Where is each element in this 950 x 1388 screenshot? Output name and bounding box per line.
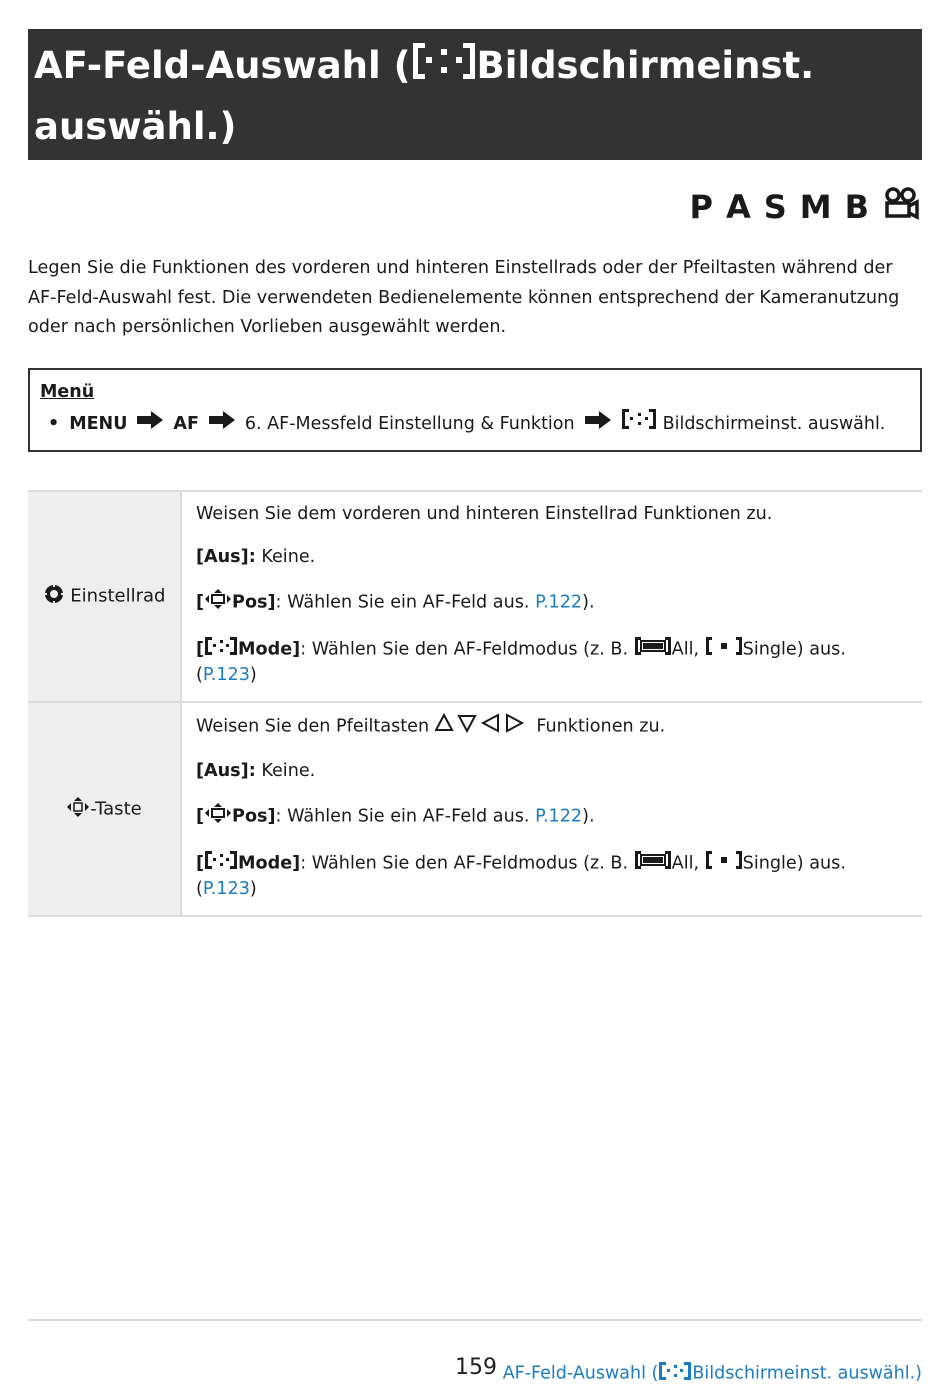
af-target-icon <box>621 408 657 440</box>
page-number: 159 <box>455 1355 497 1380</box>
page-link-123[interactable]: P.123 <box>202 665 250 685</box>
table-row <box>28 702 922 916</box>
row-description <box>181 491 922 702</box>
pos-open: [ <box>196 806 205 827</box>
title-part2: Bildschirmeinst. <box>476 44 815 87</box>
desc-mode <box>196 850 910 901</box>
mode-end: ) <box>249 879 257 899</box>
page-title <box>34 37 916 156</box>
aus-label: [Aus]: <box>196 547 256 567</box>
mode-open: [ <box>196 639 205 660</box>
menu-step-settings: 6. AF-Messfeld Einstellung & Funktion <box>244 414 575 434</box>
af-target-icon <box>658 1361 692 1386</box>
mode-end: ) <box>249 665 257 685</box>
pos-text: : Wählen Sie ein AF-Feld aus. <box>275 592 536 613</box>
title-part1: AF-Feld-Auswahl ( <box>34 44 411 87</box>
row-label-text: -Taste <box>90 798 142 819</box>
intro-a: Weisen Sie den Pfeiltasten <box>196 716 435 737</box>
af-target-icon <box>204 850 238 877</box>
desc-pos <box>196 588 910 617</box>
right-arrow-icon <box>209 409 235 439</box>
page-link-123[interactable]: P.123 <box>202 879 250 899</box>
mode-b: B <box>844 188 869 226</box>
desc-mode <box>196 636 910 687</box>
footer-title-a: AF-Feld-Auswahl ( <box>502 1363 659 1384</box>
row-description <box>181 702 922 916</box>
pos-arrows-icon <box>204 802 232 831</box>
page-title-bar <box>28 29 922 160</box>
pos-label: Pos] <box>232 592 276 613</box>
menu-step-screen-settings: Bildschirmeinst. auswähl. <box>662 414 886 434</box>
mode-open: [ <box>196 853 205 874</box>
table-row <box>28 491 922 702</box>
af-target-icon <box>411 40 477 98</box>
title-part3: auswähl.) <box>34 105 237 148</box>
footer-divider <box>28 1319 922 1321</box>
desc-aus <box>196 545 910 569</box>
mode-single: Single) aus. ( <box>196 639 846 685</box>
footer-title-b: Bildschirmeinst. auswähl.) <box>692 1363 922 1384</box>
row-label-text: Einstellrad <box>70 585 166 607</box>
menu-step-menu: MENU <box>69 414 128 434</box>
intro-b: Funktionen zu. <box>530 716 666 737</box>
settings-table <box>28 490 922 917</box>
bullet: • <box>48 414 60 434</box>
aus-label: [Aus]: <box>196 761 256 781</box>
pos-label: Pos] <box>232 806 276 827</box>
single-target-icon <box>705 636 743 663</box>
menu-path <box>40 408 910 440</box>
mode-label: Mode] <box>238 639 301 660</box>
menu-box <box>28 368 922 452</box>
row-label-arrow-keys <box>28 702 181 916</box>
mode-text: : Wählen Sie den AF-Feldmodus (z. B. <box>300 639 634 660</box>
pos-text: : Wählen Sie ein AF-Feld aus. <box>275 806 536 827</box>
arrow-pad-icon <box>66 796 90 823</box>
desc-intro <box>196 713 910 740</box>
mode-single: Single) aus. ( <box>196 853 846 899</box>
mode-p: P <box>689 188 713 226</box>
right-arrow-icon <box>585 409 611 439</box>
pos-arrows-icon <box>204 588 232 617</box>
all-target-icon <box>634 850 672 877</box>
mode-s: S <box>763 188 787 226</box>
pos-end: ). <box>582 592 595 613</box>
pos-end: ). <box>582 806 595 827</box>
menu-step-af: AF <box>173 414 199 434</box>
shooting-modes <box>690 186 921 228</box>
mode-label: Mode] <box>238 853 301 874</box>
row-label-dial <box>28 491 181 702</box>
mode-all: All, <box>671 639 705 660</box>
mode-text: : Wählen Sie den AF-Feldmodus (z. B. <box>300 853 634 874</box>
arrow-keys-icon <box>435 713 531 740</box>
all-target-icon <box>634 636 672 663</box>
mode-a: A <box>725 188 751 226</box>
intro-text: Legen Sie die Funktionen des vorderen und hinteren Einstellrads oder der Pfeiltasten während der AF-Feld-Auswahl fest. Die verwendeten Bedienelemente können entsprechend der Kameranutzung oder nach persönlichen Vorlieben ausgewählt werden. <box>28 258 900 337</box>
desc-intro: Weisen Sie dem vorderen und hinteren Einstellrad Funktionen zu. <box>196 504 773 524</box>
page-link-122[interactable]: P.122 <box>535 806 583 827</box>
mode-all: All, <box>671 853 705 874</box>
right-arrow-icon <box>137 409 163 439</box>
footer-section-link[interactable] <box>503 1361 922 1386</box>
desc-aus <box>196 759 910 783</box>
aus-text: Keine. <box>255 547 316 567</box>
menu-title: Menü <box>40 382 95 402</box>
single-target-icon <box>705 850 743 877</box>
movie-camera-icon <box>882 186 920 228</box>
af-target-icon <box>204 636 238 663</box>
desc-pos <box>196 802 910 831</box>
pos-open: [ <box>196 592 205 613</box>
mode-m: M <box>799 188 832 226</box>
page-link-122[interactable]: P.122 <box>535 592 583 613</box>
aus-text: Keine. <box>255 761 316 781</box>
dial-icon <box>43 583 65 610</box>
